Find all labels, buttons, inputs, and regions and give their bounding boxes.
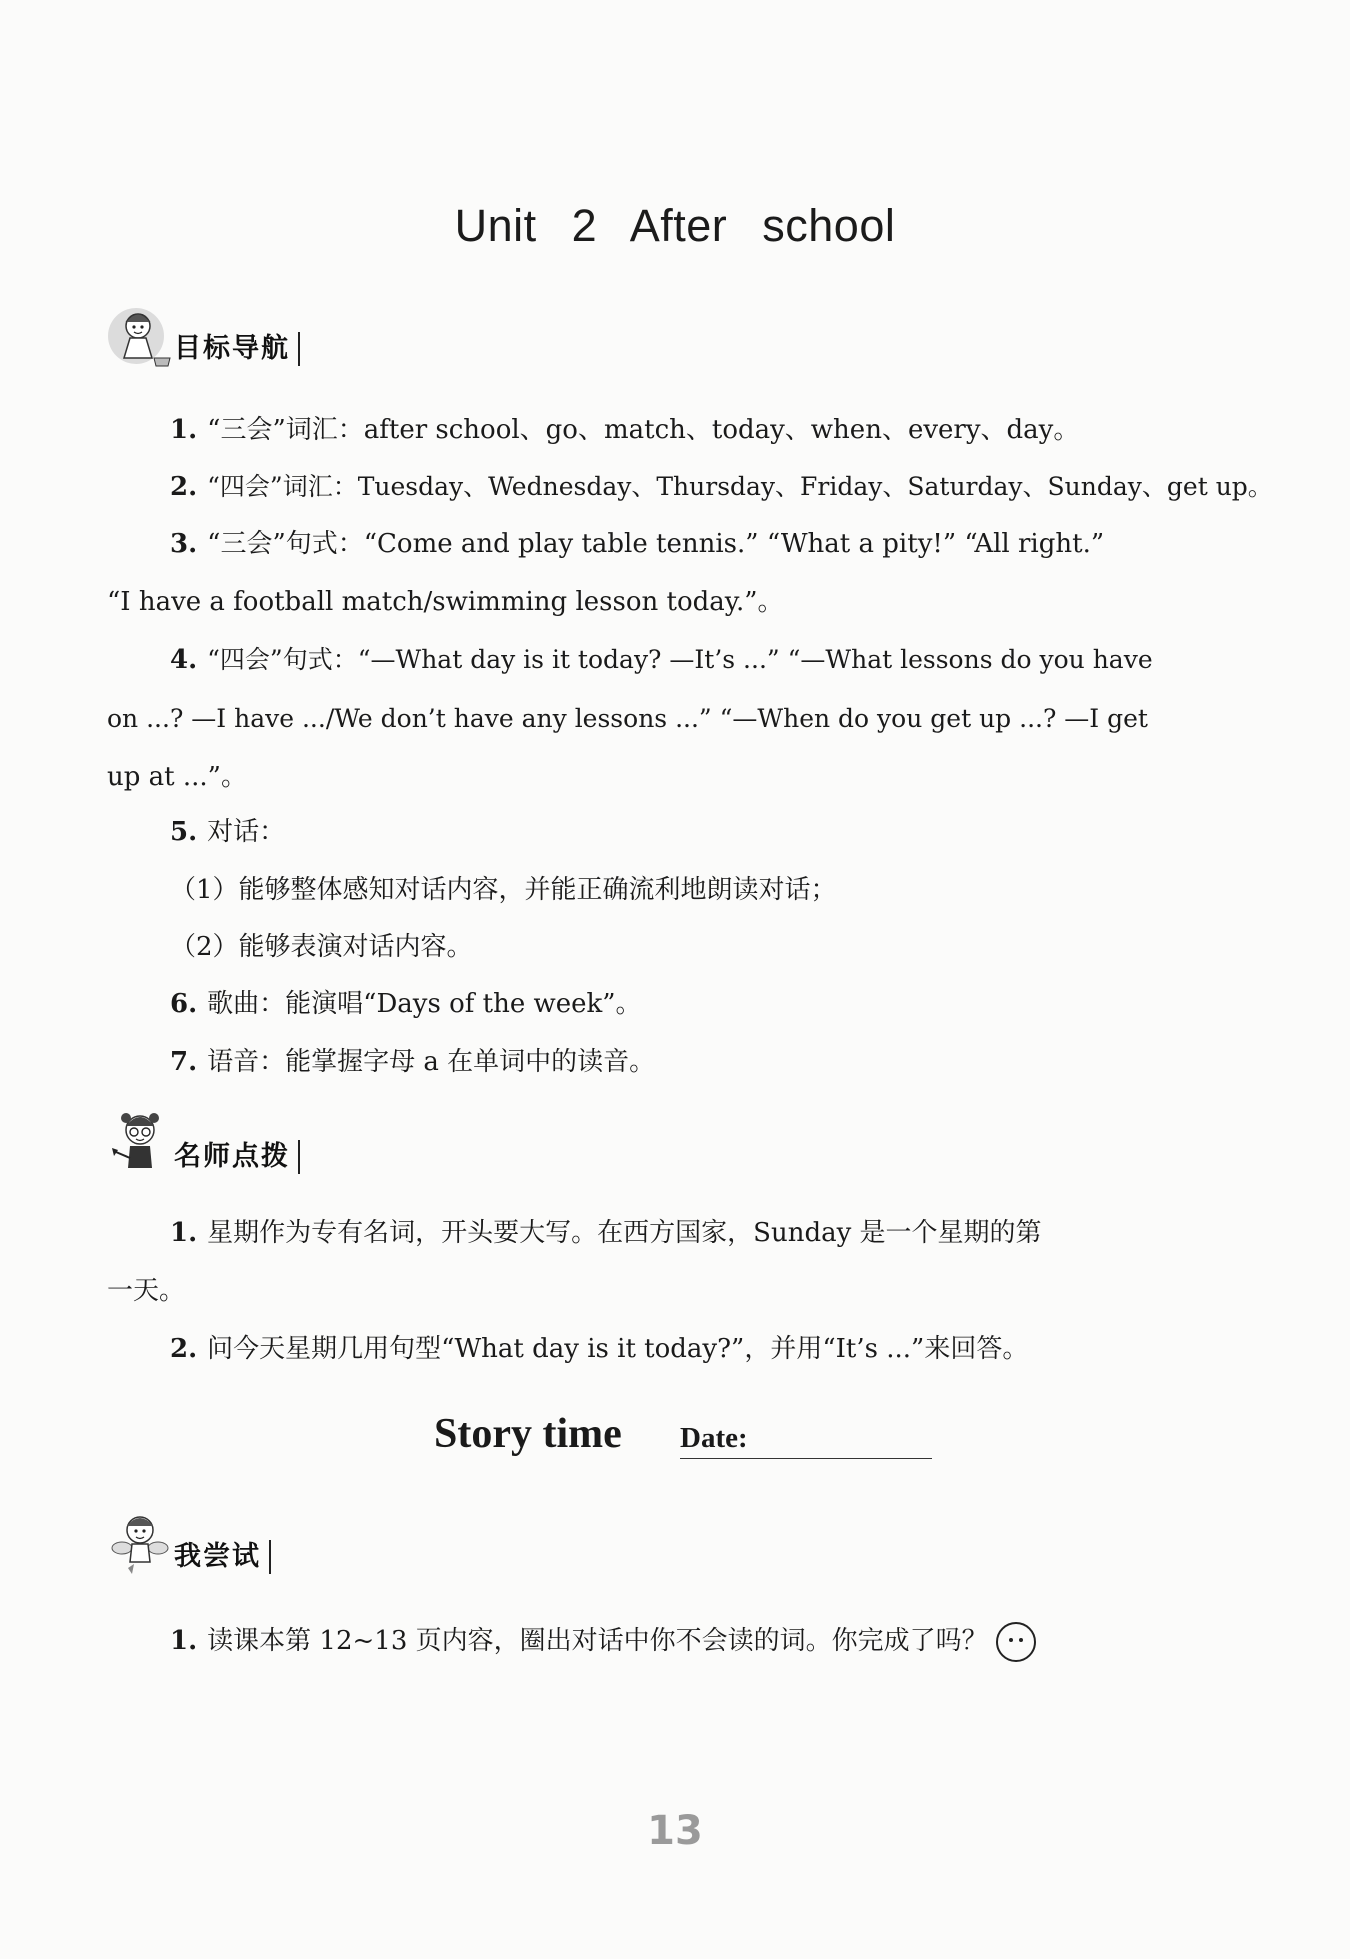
page-number: 13 bbox=[647, 1808, 703, 1854]
goal-item-4-end: up at ...”。 bbox=[107, 762, 247, 792]
unit-title: Unit 2 After school bbox=[454, 200, 896, 251]
mascot-teacher-icon bbox=[108, 1108, 178, 1178]
tip-item-1: 1. 星期作为专有名词，开头要大写。在西方国家，Sunday 是一个星期的第 bbox=[170, 1218, 1042, 1248]
goal-item-2: 2. “四会”词汇：Tuesday、Wednesday、Thursday、Friday、Saturday、Sunday、get up。 bbox=[170, 472, 1273, 502]
goal-item-3-continued: “I have a football match/swimming lesson today.”。 bbox=[107, 587, 784, 617]
goal-item-4-continued: on ...? —I have .../We don’t have any lessons ...” “—When do you get up ...? —I get bbox=[107, 704, 1148, 733]
mascot-fairy-icon bbox=[108, 1508, 178, 1578]
goal-item-5: 5. 对话： bbox=[170, 817, 286, 847]
goal-item-1: 1. “三会”词汇：after school、go、match、today、when、every、day。 bbox=[170, 415, 1080, 445]
goal-item-7: 7. 语音：能掌握字母 a 在单词中的读音。 bbox=[170, 1047, 656, 1077]
goal-item-6: 6. 歌曲：能演唱“Days of the week”。 bbox=[170, 989, 642, 1019]
mascot-girl-icon bbox=[108, 300, 178, 370]
date-label: Date: bbox=[680, 1422, 748, 1454]
smiley-face-icon[interactable] bbox=[996, 1622, 1036, 1662]
section-title-tips: 名师点拨 bbox=[174, 1140, 300, 1174]
section-title-goals: 目标导航 bbox=[174, 332, 300, 366]
section-title-try: 我尝试 bbox=[174, 1540, 271, 1574]
goal-item-3: 3. “三会”句式：“Come and play table tennis.” “What a pity!” “All right.” bbox=[170, 529, 1105, 559]
section-header-try bbox=[108, 1508, 368, 1578]
section-header-tips bbox=[108, 1108, 368, 1178]
tip-item-1-continued: 一天。 bbox=[107, 1276, 186, 1306]
goal-sub-item-2: （2）能够表演对话内容。 bbox=[170, 932, 473, 962]
tip-item-2: 2. 问今天星期几用句型“What day is it today?”，并用“It’s ...”来回答。 bbox=[170, 1334, 1029, 1364]
section-header-goals bbox=[108, 300, 368, 370]
try-item-1: 1. 读课本第 12~13 页内容，圈出对话中你不会读的词。你完成了吗？ bbox=[170, 1622, 1036, 1662]
date-blank-line[interactable] bbox=[680, 1458, 932, 1459]
goal-sub-item-1: （1）能够整体感知对话内容，并能正确流利地朗读对话； bbox=[170, 875, 837, 905]
goal-item-4: 4. “四会”句式：“—What day is it today? —It’s ...” “—What lessons do you have bbox=[170, 645, 1153, 675]
story-time-title: Story time bbox=[434, 1411, 622, 1457]
